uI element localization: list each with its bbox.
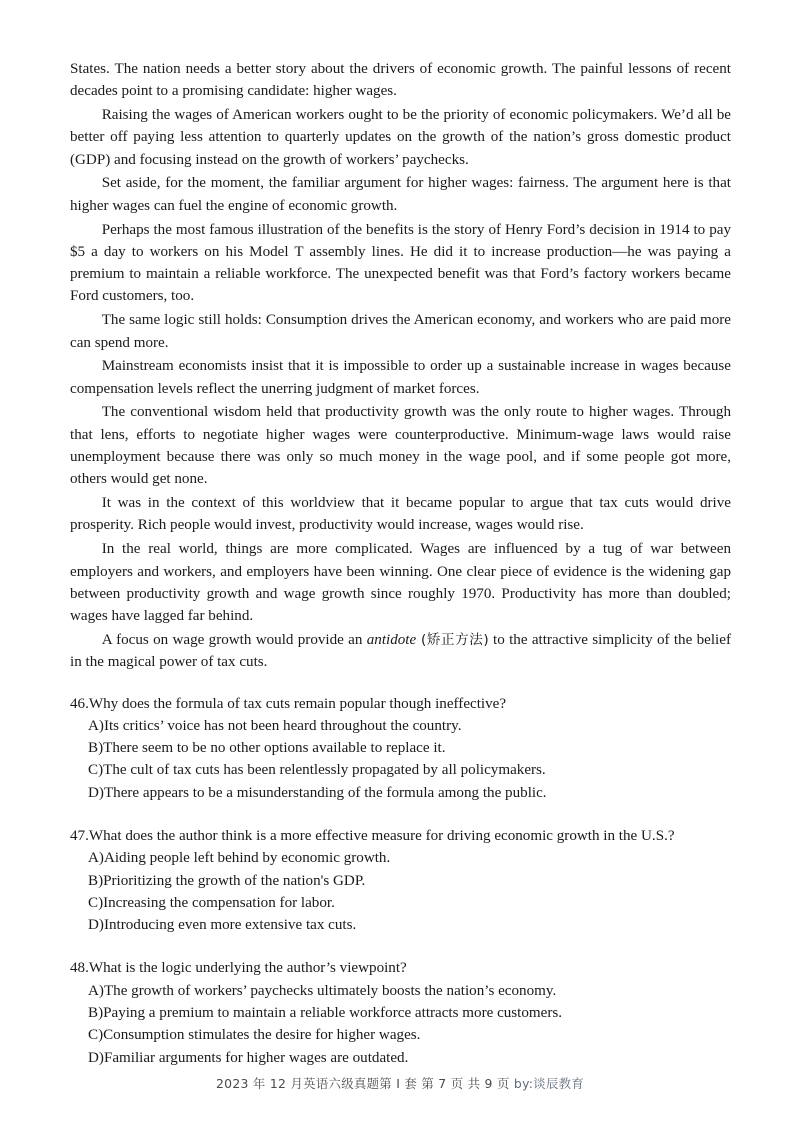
answer-options bbox=[70, 847, 731, 936]
answer-option[interactable] bbox=[70, 1047, 731, 1069]
answer-option[interactable] bbox=[70, 870, 731, 892]
reading-passage bbox=[70, 58, 731, 674]
option-label: D) bbox=[88, 917, 104, 934]
passage-paragraph: Perhaps the most famous illustration of the benefits is the story of Henry Ford’s decision in 1914 to pay $5 a day to workers on his Model T assembly lines. He did it to increase production—he was paying a premium to maintain a reliable workforce. The unexpected benefit was that Ford’s factory workers became Ford customers, too. bbox=[70, 221, 731, 305]
gloss-tail-text: to the attractive simplicity of the belief in the magical power of tax cuts. bbox=[70, 631, 731, 671]
option-label: A) bbox=[88, 982, 104, 999]
answer-option[interactable] bbox=[70, 892, 731, 914]
passage-paragraph: Mainstream economists insist that it is impossible to order up a sustainable increase in wages because compensation levels reflect the unerring judgment of market forces. bbox=[70, 358, 731, 397]
answer-option[interactable] bbox=[70, 1024, 731, 1046]
passage-paragraph: In the real world, things are more complicated. Wages are influenced by a tug of war between employers and workers, and employers have been winning. One clear piece of evidence is the widening gap between productivity growth and wage growth since roughly 1970. Productivity has more than doubled; wages have lagged far behind. bbox=[70, 541, 731, 625]
option-label: C) bbox=[88, 894, 104, 911]
question-block-47 bbox=[70, 825, 731, 936]
question-stem bbox=[70, 693, 731, 715]
option-label: B) bbox=[88, 740, 104, 757]
option-text: There seem to be no other options available to replace it. bbox=[103, 740, 446, 757]
question-number: 47. bbox=[70, 828, 89, 844]
answer-option[interactable] bbox=[70, 980, 731, 1002]
answer-options bbox=[70, 980, 731, 1069]
passage-paragraph: Set aside, for the moment, the familiar argument for higher wages: fairness. The argument here is that higher wages can fuel the engine of economic growth. bbox=[70, 175, 731, 214]
passage-paragraph-with-gloss bbox=[70, 629, 731, 674]
answer-options bbox=[70, 715, 731, 804]
gloss-lead-text: A focus on wage growth would provide an bbox=[101, 631, 367, 648]
option-text: The growth of workers’ paychecks ultimately boosts the nation’s economy. bbox=[103, 982, 557, 999]
option-label: A) bbox=[88, 717, 104, 734]
option-text: The cult of tax cuts has been relentlessly propagated by all policymakers. bbox=[103, 762, 546, 779]
option-text: Increasing the compensation for labor. bbox=[103, 894, 335, 911]
question-list bbox=[70, 693, 731, 1069]
option-text: Familiar arguments for higher wages are outdated. bbox=[103, 1049, 409, 1066]
option-label: B) bbox=[88, 872, 104, 889]
question-block-48 bbox=[70, 957, 731, 1068]
option-text: Introducing even more extensive tax cuts. bbox=[103, 917, 357, 934]
answer-option[interactable] bbox=[70, 1002, 731, 1024]
option-label: A) bbox=[88, 850, 104, 867]
answer-option[interactable] bbox=[70, 914, 731, 936]
question-text: What does the author think is a more effective measure for driving economic growth in the U.S.? bbox=[88, 828, 675, 844]
answer-option[interactable] bbox=[70, 847, 731, 869]
option-text: Aiding people left behind by economic growth. bbox=[103, 850, 391, 867]
option-label: D) bbox=[88, 784, 104, 801]
passage-paragraph: States. The nation needs a better story about the drivers of economic growth. The painful lessons of recent decades point to a promising candidate: higher wages. bbox=[70, 61, 731, 100]
option-label: B) bbox=[88, 1005, 104, 1022]
option-text: Consumption stimulates the desire for higher wages. bbox=[103, 1027, 421, 1044]
question-stem bbox=[70, 957, 731, 979]
option-text: Paying a premium to maintain a reliable workforce attracts more customers. bbox=[103, 1005, 563, 1022]
answer-option[interactable] bbox=[70, 715, 731, 737]
passage-paragraph: The conventional wisdom held that productivity growth was the only route to higher wages. Through that lens, efforts to negotiate higher wages were counterproductive. Minimum-wage laws would raise unemployment because there was only so much money in the wage pool, and if some people got more, others would get none. bbox=[70, 404, 731, 488]
question-stem bbox=[70, 825, 731, 847]
question-number: 46. bbox=[70, 695, 89, 712]
passage-paragraph: Raising the wages of American workers ought to be the priority of economic policymakers. We’d all be better off paying less attention to quarterly updates on the growth of the nation’s gross domestic product (GDP) and focusing instead on the growth of workers’ paychecks. bbox=[70, 107, 731, 168]
option-label: D) bbox=[88, 1049, 104, 1066]
answer-option[interactable] bbox=[70, 782, 731, 804]
question-number: 48. bbox=[70, 960, 89, 977]
answer-option[interactable] bbox=[70, 737, 731, 759]
footer-main-text: 2023 年 12 月英语六级真题第 I 套 第 7 页 共 9 页 bbox=[215, 1076, 514, 1091]
option-text: Its critics’ voice has not been heard throughout the country. bbox=[103, 717, 462, 734]
italic-vocabulary-term: antidote bbox=[366, 631, 417, 648]
option-label: C) bbox=[88, 1027, 104, 1044]
chinese-gloss: (矫正方法) bbox=[416, 631, 489, 648]
question-text: What is the logic underlying the author’s viewpoint? bbox=[88, 960, 407, 977]
question-text: Why does the formula of tax cuts remain popular though ineffective? bbox=[88, 695, 507, 712]
answer-option[interactable] bbox=[70, 759, 731, 781]
option-text: There appears to be a misunderstanding of the formula among the public. bbox=[103, 784, 547, 801]
page-footer bbox=[0, 1075, 800, 1093]
footer-watermark: by:谈辰教育 bbox=[513, 1076, 585, 1091]
option-label: C) bbox=[88, 762, 104, 779]
option-text: Prioritizing the growth of the nation's GDP. bbox=[103, 872, 366, 889]
passage-paragraph: The same logic still holds: Consumption drives the American economy, and workers who are paid more can spend more. bbox=[70, 312, 731, 351]
question-block-46 bbox=[70, 693, 731, 804]
passage-paragraph: It was in the context of this worldview that it became popular to argue that tax cuts would drive prosperity. Rich people would invest, productivity would increase, wages would rise. bbox=[70, 495, 731, 534]
